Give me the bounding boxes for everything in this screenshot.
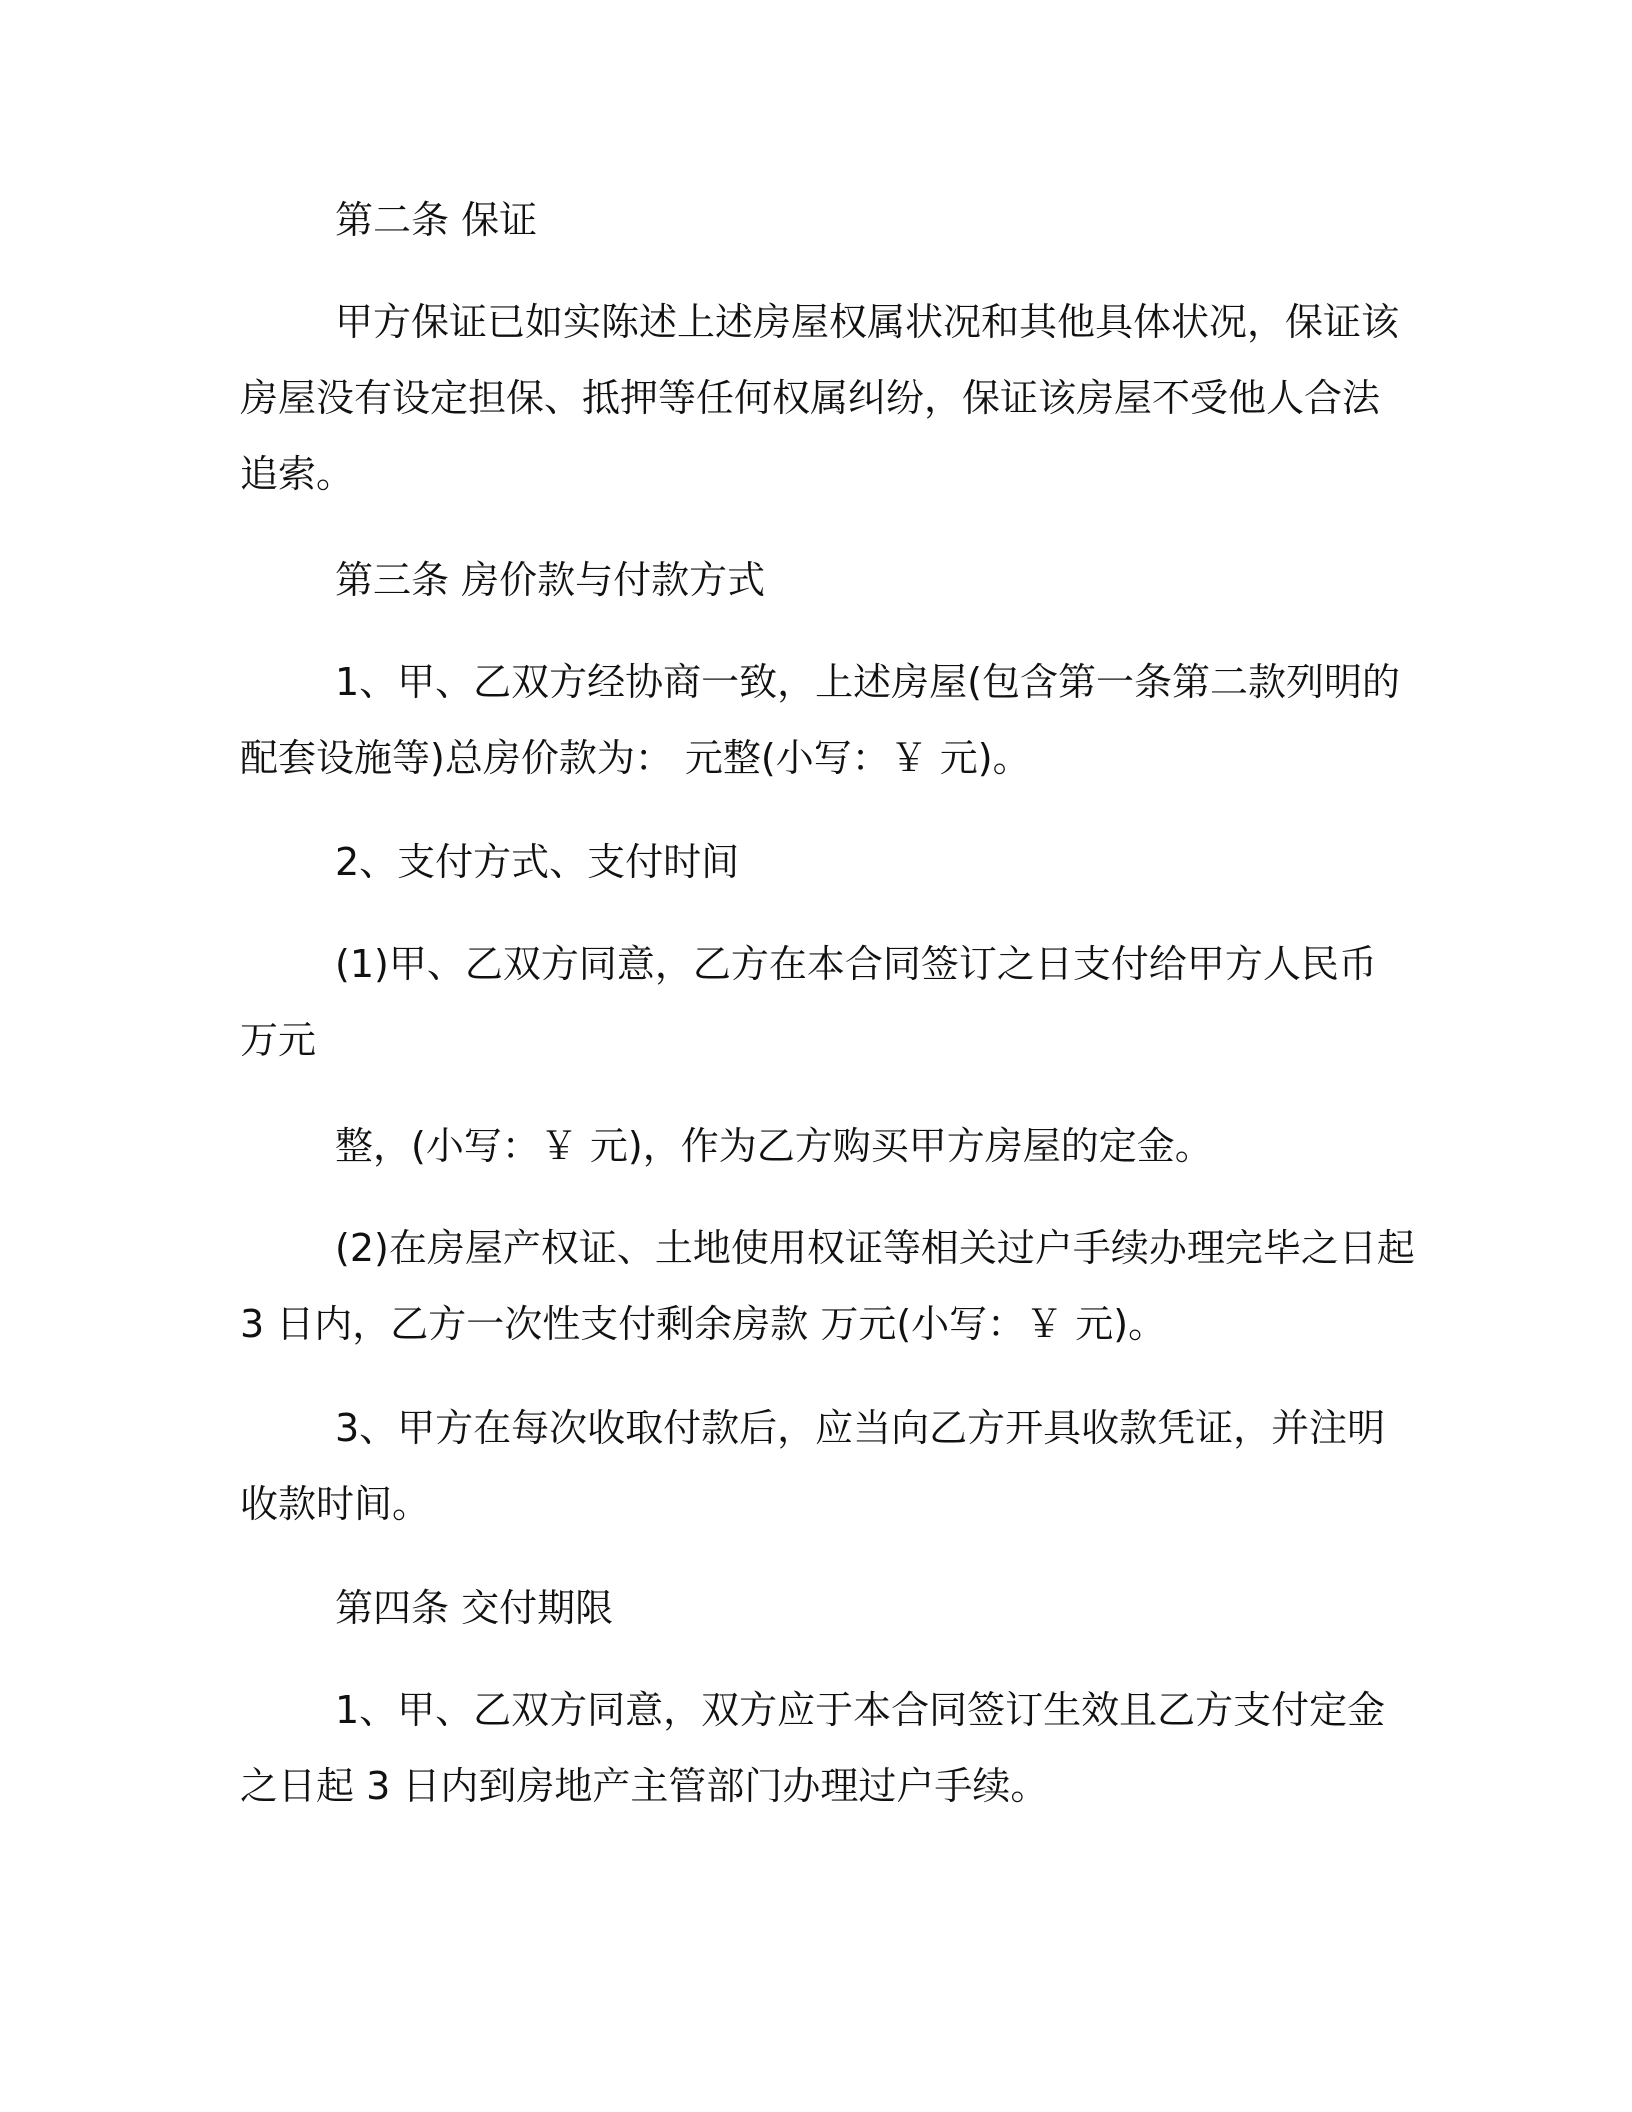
article-3-clause-2-1-line-2: 万元 (240, 1018, 317, 1062)
article-3-clause-2-2-line-1: (2)在房屋产权证、土地使用权证等相关过户手续办理完毕之日起 (335, 1226, 1415, 1270)
article-2-text-line-1: 甲方保证已如实陈述上述房屋权属状况和其他具体状况，保证该 (335, 300, 1400, 344)
article-3-clause-3-line-2: 收款时间。 (240, 1482, 431, 1526)
article-3-clause-3-line-1: 3、甲方在每次收取付款后，应当向乙方开具收款凭证，并注明 (335, 1406, 1386, 1450)
article-3-clause-1-line-2: 配套设施等)总房价款为： 元整(小写：￥ 元)。 (240, 736, 1031, 780)
article-4-heading: 第四条 交付期限 (335, 1586, 614, 1630)
article-3-heading: 第三条 房价款与付款方式 (335, 558, 766, 602)
article-2-text-line-3: 追索。 (240, 452, 355, 496)
article-2-text-line-2: 房屋没有设定担保、抵押等任何权属纠纷，保证该房屋不受他人合法 (240, 376, 1381, 420)
article-3-clause-2-heading: 2、支付方式、支付时间 (335, 840, 740, 884)
article-4-clause-1-line-1: 1、甲、乙双方同意，双方应于本合同签订生效且乙方支付定金 (335, 1688, 1386, 1732)
article-3-clause-1-line-1: 1、甲、乙双方经协商一致，上述房屋(包含第一条第二款列明的 (335, 660, 1401, 704)
article-4-clause-1-line-2: 之日起 3 日内到房地产主管部门办理过户手续。 (240, 1764, 1049, 1808)
article-3-clause-2-2-line-2: 3 日内，乙方一次性支付剩余房款 万元(小写：￥ 元)。 (240, 1302, 1167, 1346)
article-2-heading: 第二条 保证 (335, 198, 538, 242)
article-3-clause-2-1-line-1: (1)甲、乙双方同意，乙方在本合同签订之日支付给甲方人民币 (335, 942, 1377, 986)
article-3-clause-2-1-line-3: 整，(小写：￥ 元)，作为乙方购买甲方房屋的定金。 (335, 1124, 1213, 1168)
